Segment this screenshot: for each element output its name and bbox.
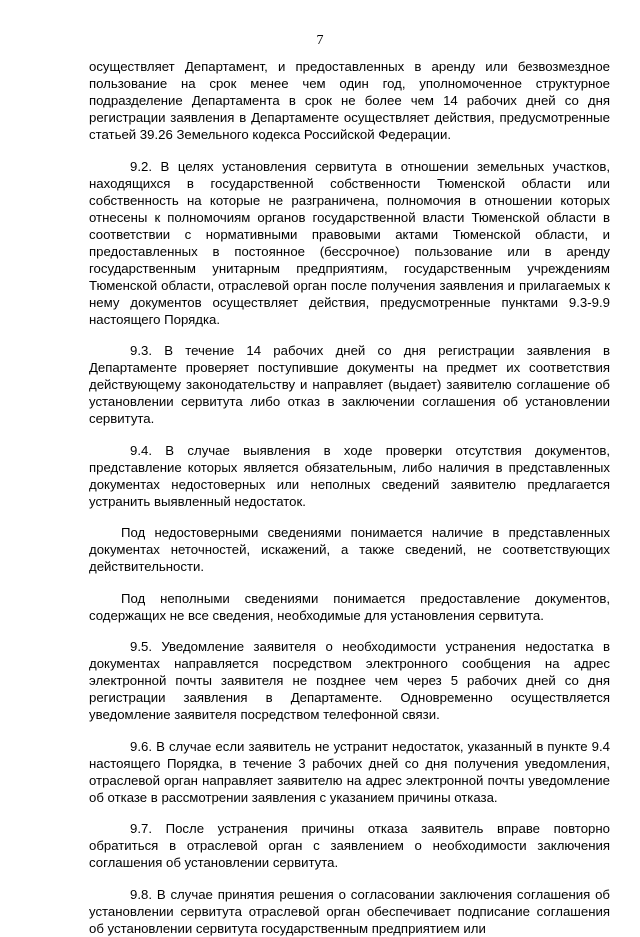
page-number: 7	[316, 33, 324, 48]
paragraph-continuation: осуществляет Департамент, и предоставленных в аренду или безвозмездное пользование на срок менее чем один год, уполномоченное структурное подразделение Департамента в срок не более чем 14 рабочих дней со дня регистрации заявления в Департаменте осуществляет действия, предусмотренные статьей 39.26 Земельного кодекса Российской Федерации.	[89, 59, 610, 142]
paragraph-9-3: 9.3. В течение 14 рабочих дней со дня регистрации заявления в Департаменте проверяет поступившие документы на предмет их соответствия действующему законодательству и направляет (выдает) заявителю соглашение об установлении сервитута либо отказ в заключении соглашения об установлении сервитута.	[89, 343, 610, 426]
paragraph-9-6: 9.6. В случае если заявитель не устранит недостаток, указанный в пункте 9.4 настоящего Порядка, в течение 3 рабочих дней со дня получения уведомления, отраслевой орган направляет заявителю на адрес электронной почты уведомление об отказе в рассмотрении заявления с указанием причины отказа.	[89, 738, 610, 805]
paragraph-inaccurate-info-definition: Под недостоверными сведениями понимается наличие в представленных документах неточностей, искажений, а также сведений, не соответствующих действительности.	[89, 525, 610, 574]
document-body	[89, 58, 610, 937]
paragraph-9-2: 9.2. В целях установления сервитута в отношении земельных участков, находящихся в государственной собственности Тюменской области или собственность на которые не разграничена, полномочия в отношении которых отнесены к полномочиям органов государственной власти Тюменской области в соответствии с нормативными правовыми актами Тюменской области, и предоставленных в постоянное (бессрочное) пользование или в аренду государственным унитарным предприятиям, государственным учреждениям Тюменской области, отраслевой орган после получения заявления и прилагаемых к нему документов осуществляет действия, предусмотренные пунктами 9.3-9.9 настоящего Порядка.	[89, 158, 610, 327]
paragraph-9-4: 9.4. В случае выявления в ходе проверки отсутствия документов, представление которых является обязательным, либо наличия в представленных документах недостоверных или неполных сведений заявителю предлагается устранить выявленный недостаток.	[89, 442, 610, 509]
paragraph-incomplete-info-definition: Под неполными сведениями понимается предоставление документов, содержащих не все сведения, необходимые для установления сервитута.	[89, 590, 610, 623]
paragraph-9-8: 9.8. В случае принятия решения о согласовании заключения соглашения об установлении сервитута отраслевой орган обеспечивает подписание соглашения об установлении сервитута государственным предприятием или	[89, 886, 610, 936]
paragraph-9-5: 9.5. Уведомление заявителя о необходимости устранения недостатка в документах направляется посредством электронного сообщения на адрес электронной почты заявителя не позднее чем через 5 рабочих дней со дня регистрации заявления в Департаменте. Одновременно осуществляется уведомление заявителя посредством телефонной связи.	[89, 639, 610, 722]
paragraph-9-7: 9.7. После устранения причины отказа заявитель вправе повторно обратиться в отраслевой орган с заявлением о необходимости заключения соглашения об установлении сервитута.	[89, 821, 610, 870]
